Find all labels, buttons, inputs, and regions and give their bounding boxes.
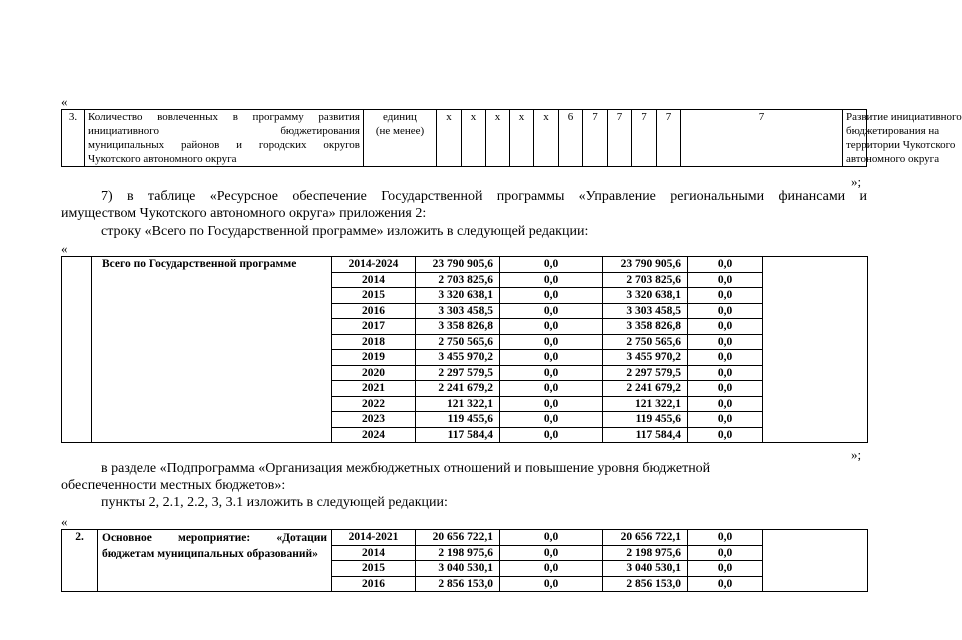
other-cell: 0,0 [688, 365, 763, 381]
open-quote-3: « [61, 514, 68, 529]
total-cell: 121 322,1 [416, 396, 500, 412]
regional-cell: 119 455,6 [603, 412, 688, 428]
indicator-name-line: муниципальных районов и городских округов [88, 139, 360, 151]
value-cell: 7 [608, 110, 632, 167]
total-cell: 2 297 579,5 [416, 365, 500, 381]
year-cell: 2015 [332, 288, 416, 304]
open-quote-2: « [61, 241, 68, 256]
row-label: Основное мероприятие: «Дотации бюджетам муниципальных образований» [98, 530, 332, 592]
federal-cell: 0,0 [500, 561, 603, 577]
regional-cell: 121 322,1 [603, 396, 688, 412]
year-cell: 2020 [332, 365, 416, 381]
year-cell: 2018 [332, 334, 416, 350]
year-cell: 2014-2024 [332, 257, 416, 273]
close-quote-1: »; [851, 174, 862, 189]
para1-line3: строку «Всего по Государственной программе» изложить в следующей редакции: [101, 224, 589, 239]
regional-cell: 23 790 905,6 [603, 257, 688, 273]
year-cell: 2023 [332, 412, 416, 428]
other-cell: 0,0 [688, 272, 763, 288]
indicator-name [85, 110, 364, 167]
result-cell [843, 110, 962, 167]
other-cell: 0,0 [688, 288, 763, 304]
total-cell: 2 856 153,0 [416, 576, 500, 592]
value-cell: 7 [583, 110, 608, 167]
subprogram-table [61, 529, 868, 592]
year-cell: 2019 [332, 350, 416, 366]
other-cell: 0,0 [688, 303, 763, 319]
indicator-table [61, 109, 962, 167]
total-cell: 3 320 638,1 [416, 288, 500, 304]
other-cell: 0,0 [688, 257, 763, 273]
federal-cell: 0,0 [500, 365, 603, 381]
close-quote-2: »; [851, 447, 862, 462]
federal-cell: 0,0 [500, 350, 603, 366]
regional-cell: 2 750 565,6 [603, 334, 688, 350]
value-cell: x [486, 110, 510, 167]
value-cell: x [462, 110, 486, 167]
total-cell: 3 303 458,5 [416, 303, 500, 319]
value-cell: 7 [681, 110, 843, 167]
para2-line1: в разделе «Подпрограмма «Организация межбюджетных отношений и повышение уровня бюджетной [101, 461, 711, 476]
other-cell: 0,0 [688, 561, 763, 577]
year-cell: 2016 [332, 303, 416, 319]
total-cell: 2 241 679,2 [416, 381, 500, 397]
resource-table [61, 256, 868, 443]
federal-cell: 0,0 [500, 319, 603, 335]
value-cell: 7 [657, 110, 681, 167]
other-cell: 0,0 [688, 576, 763, 592]
other-cell: 0,0 [688, 334, 763, 350]
value-cell: x [534, 110, 559, 167]
federal-cell: 0,0 [500, 334, 603, 350]
federal-cell: 0,0 [500, 412, 603, 428]
unit-cell [364, 110, 437, 167]
total-cell: 117 584,4 [416, 427, 500, 443]
federal-cell: 0,0 [500, 288, 603, 304]
year-cell: 2022 [332, 396, 416, 412]
total-cell: 2 750 565,6 [416, 334, 500, 350]
year-cell: 2015 [332, 561, 416, 577]
other-cell: 0,0 [688, 545, 763, 561]
indicator-row [62, 110, 867, 167]
year-cell: 2014 [332, 545, 416, 561]
federal-cell: 0,0 [500, 576, 603, 592]
row-number: 3. [62, 110, 85, 167]
value-cell: 7 [632, 110, 657, 167]
regional-cell: 2 703 825,6 [603, 272, 688, 288]
result-line: бюджетирования на [846, 125, 940, 137]
total-cell: 3 040 530,1 [416, 561, 500, 577]
result-line: автономного округа [846, 153, 940, 165]
regional-cell: 2 297 579,5 [603, 365, 688, 381]
regional-cell: 3 040 530,1 [603, 561, 688, 577]
year-cell: 2017 [332, 319, 416, 335]
regional-cell: 2 198 975,6 [603, 545, 688, 561]
blank-cell [763, 257, 868, 443]
regional-cell: 3 358 826,8 [603, 319, 688, 335]
value-cell: 6 [559, 110, 583, 167]
regional-cell: 3 320 638,1 [603, 288, 688, 304]
unit-line: единиц [383, 111, 417, 123]
result-line: Развитие инициативного [846, 111, 962, 123]
para1-line1: 7) в таблице «Ресурсное обеспечение Государственной программы «Управление региональными финансами и [101, 189, 867, 204]
federal-cell: 0,0 [500, 545, 603, 561]
indicator-name-line: Количество вовлеченных в программу развития [88, 111, 360, 123]
para1-line2: имуществом Чукотского автономного округа» приложения 2: [61, 206, 427, 221]
para2-line3: пункты 2, 2.1, 2.2, 3, 3.1 изложить в следующей редакции: [101, 495, 448, 510]
year-cell: 2014 [332, 272, 416, 288]
total-cell: 3 358 826,8 [416, 319, 500, 335]
blank-cell [62, 257, 92, 443]
regional-cell: 20 656 722,1 [603, 530, 688, 546]
indicator-name-line: Чукотского автономного округа [88, 153, 237, 165]
federal-cell: 0,0 [500, 381, 603, 397]
federal-cell: 0,0 [500, 272, 603, 288]
federal-cell: 0,0 [500, 303, 603, 319]
table-row [62, 530, 868, 546]
federal-cell: 0,0 [500, 530, 603, 546]
other-cell: 0,0 [688, 350, 763, 366]
total-cell: 3 455 970,2 [416, 350, 500, 366]
total-cell: 23 790 905,6 [416, 257, 500, 273]
unit-line: (не менее) [375, 125, 425, 137]
other-cell: 0,0 [688, 396, 763, 412]
row-number: 2. [62, 530, 98, 592]
federal-cell: 0,0 [500, 427, 603, 443]
year-cell: 2021 [332, 381, 416, 397]
value-cell: x [510, 110, 534, 167]
federal-cell: 0,0 [500, 257, 603, 273]
table-row [62, 257, 868, 273]
value-cell: x [437, 110, 462, 167]
other-cell: 0,0 [688, 530, 763, 546]
regional-cell: 3 455 970,2 [603, 350, 688, 366]
total-cell: 2 703 825,6 [416, 272, 500, 288]
row-label: Всего по Государственной программе [92, 257, 332, 443]
year-cell: 2014-2021 [332, 530, 416, 546]
regional-cell: 2 856 153,0 [603, 576, 688, 592]
blank-cell [763, 530, 868, 592]
year-cell: 2016 [332, 576, 416, 592]
other-cell: 0,0 [688, 412, 763, 428]
regional-cell: 117 584,4 [603, 427, 688, 443]
other-cell: 0,0 [688, 427, 763, 443]
regional-cell: 3 303 458,5 [603, 303, 688, 319]
total-cell: 2 198 975,6 [416, 545, 500, 561]
para2-line2: обеспеченности местных бюджетов»: [61, 478, 286, 493]
result-line: территории Чукотского [846, 139, 956, 151]
year-cell: 2024 [332, 427, 416, 443]
total-cell: 119 455,6 [416, 412, 500, 428]
indicator-name-line: инициативного бюджетирования [88, 125, 360, 137]
total-cell: 20 656 722,1 [416, 530, 500, 546]
other-cell: 0,0 [688, 381, 763, 397]
other-cell: 0,0 [688, 319, 763, 335]
regional-cell: 2 241 679,2 [603, 381, 688, 397]
federal-cell: 0,0 [500, 396, 603, 412]
open-quote-1: « [61, 94, 68, 109]
